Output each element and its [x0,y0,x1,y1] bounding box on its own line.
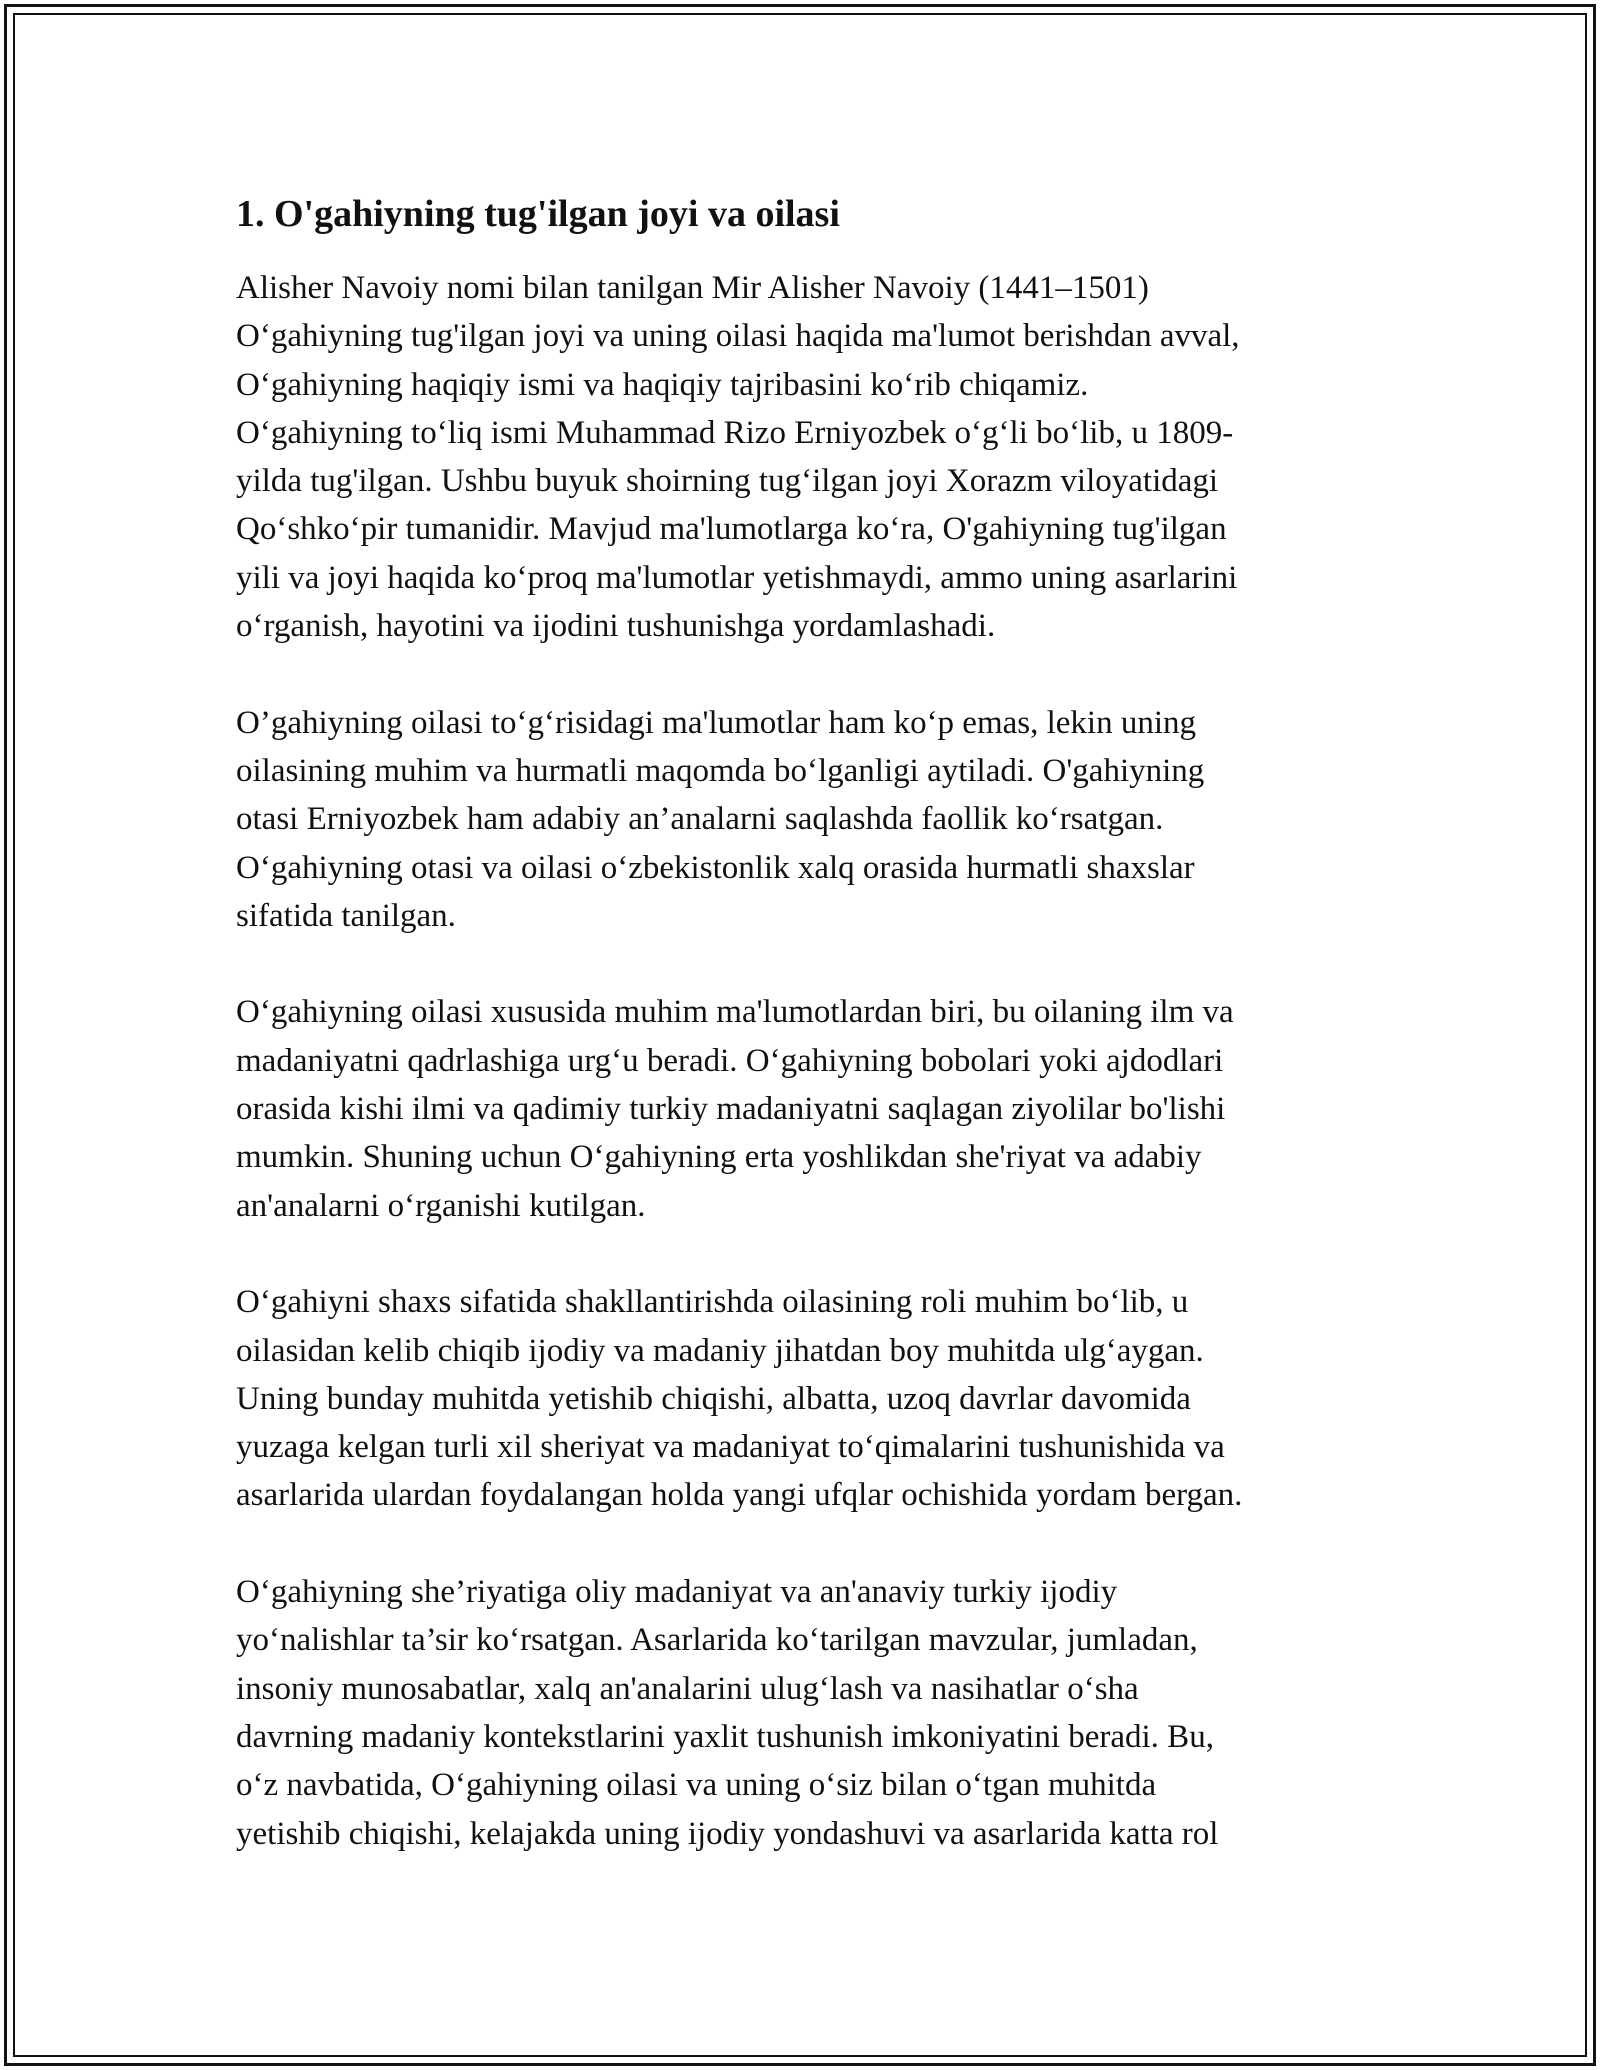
text-line: yilda tug'ilgan. Ushbu buyuk shoirning tug‘ilgan joyi Xorazm viloyatidagi [236,463,1219,500]
text-line: sifatida tanilgan. [236,897,456,934]
document-body [236,184,1376,1906]
paragraph-4 [236,1278,1376,1519]
text-line: O‘gahiyni shaxs sifatida shakllantirishda oilasining roli muhim bo‘lib, u [236,1284,1189,1321]
text-line: an'analarni o‘rganishi kutilgan. [236,1187,646,1224]
text-line: O‘gahiyning otasi va oilasi o‘zbekistonlik xalq orasida hurmatli shaxslar [236,849,1195,886]
text-line: o‘rganish, hayotini va ijodini tushunishga yordamlashadi. [236,608,996,645]
text-line: yili va joyi haqida ko‘proq ma'lumotlar yetishmaydi, ammo uning asarlarini [236,559,1238,596]
text-line: O‘gahiyning she’riyatiga oliy madaniyat va an'anaviy turkiy ijodiy [236,1574,1118,1611]
paragraph-3 [236,988,1376,1229]
text-line: Alisher Navoiy nomi bilan tanilgan Mir Alisher Navoiy (1441–1501) [236,270,1149,306]
paragraph-5 [236,1568,1376,1858]
text-line: otasi Erniyozbek ham adabiy an’analarni saqlashda faollik ko‘rsatgan. [236,801,1164,838]
text-line: orasida kishi ilmi va qadimiy turkiy madaniyatni saqlagan ziyolilar bo'lishi [236,1091,1226,1128]
text-line: oilasining muhim va hurmatli maqomda bo‘lganligi aytiladi. O'gahiyning [236,752,1205,789]
text-line: yo‘nalishlar ta’sir ko‘rsatgan. Asarlarida ko‘tarilgan mavzular, jumladan, [236,1622,1198,1659]
text-line: madaniyatni qadrlashiga urg‘u beradi. O‘gahiyning bobolari yoki ajdodlari [236,1042,1224,1079]
text-line: Qo‘shko‘pir tumanidir. Mavjud ma'lumotlarga ko‘ra, O'gahiyning tug'ilgan [236,511,1227,548]
text-line: o‘z navbatida, O‘gahiyning oilasi va uning o‘siz bilan o‘tgan muhitda [236,1767,1157,1804]
text-line: insoniy munosabatlar, xalq an'analarini ulug‘lash va nasihatlar o‘sha [236,1670,1139,1707]
text-line: oilasidan kelib chiqib ijodiy va madaniy jihatdan boy muhitda ulg‘aygan. [236,1332,1204,1369]
text-line: yuzaga kelgan turli xil sheriyat va madaniyat to‘qimalarini tushunishida va [236,1429,1225,1466]
text-line: davrning madaniy kontekstlarini yaxlit tushunish imkoniyatini beradi. Bu, [236,1718,1214,1755]
text-line: Uning bunday muhitda yetishib chiqishi, albatta, uzoq davrlar davomida [236,1380,1191,1417]
section-heading: 1. O'gahiyning tug'ilgan joyi va oilasi [236,193,840,235]
text-line: yetishib chiqishi, kelajakda uning ijodiy yondashuvi va asarlarida katta rol [236,1815,1219,1852]
text-line: O‘gahiyning tug'ilgan joyi va uning oilasi haqida ma'lumot berishdan avval, [236,318,1240,355]
text-line: mumkin. Shuning uchun O‘gahiyning erta yoshlikdan she'riyat va adabiy [236,1139,1202,1176]
paragraph-1 [236,264,1376,650]
text-line: asarlarida ulardan foydalangan holda yangi ufqlar ochishida yordam bergan. [236,1477,1243,1514]
text-line: O‘gahiyning haqiqiy ismi va haqiqiy tajribasini ko‘rib chiqamiz. [236,366,1089,403]
paragraph-2 [236,699,1376,940]
text-line: O‘gahiyning to‘liq ismi Muhammad Rizo Erniyozbek o‘g‘li bo‘lib, u 1809- [236,414,1234,451]
text-line: O’gahiyning oilasi to‘g‘risidagi ma'lumotlar ham ko‘p emas, lekin uning [236,704,1197,741]
text-line: O‘gahiyning oilasi xususida muhim ma'lumotlardan biri, bu oilaning ilm va [236,994,1234,1031]
